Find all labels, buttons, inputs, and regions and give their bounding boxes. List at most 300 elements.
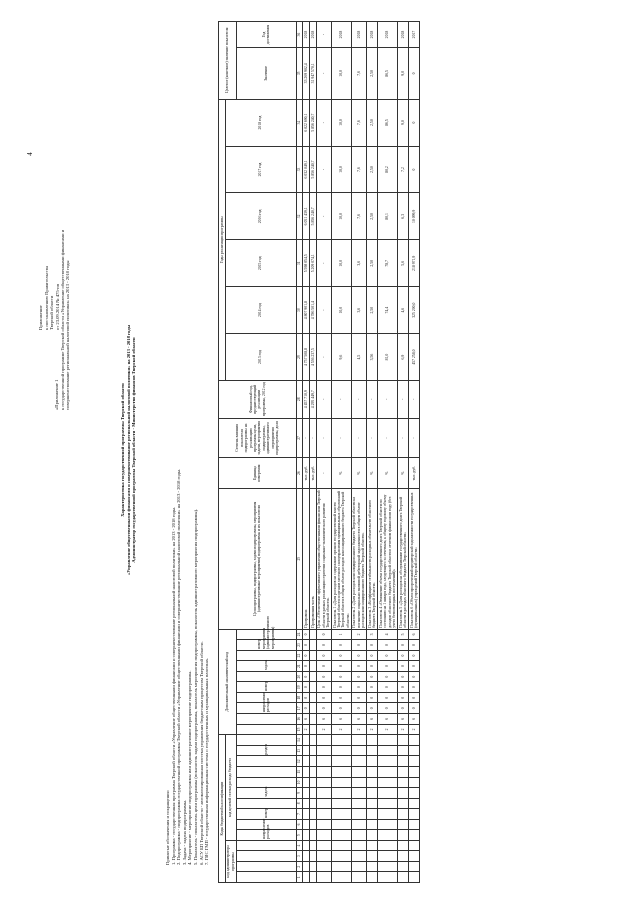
code-cell: 2 — [316, 724, 331, 735]
code-cell: 0 — [378, 671, 398, 682]
code-cell: 0 — [409, 661, 420, 672]
value-cell-target_value: 7,6 — [351, 48, 366, 100]
column-number: 9 — [296, 788, 303, 799]
code-cell — [378, 756, 398, 767]
table-row — [309, 22, 316, 883]
code-cell — [303, 872, 310, 883]
code-cell — [309, 714, 316, 725]
code-cell: 0 — [378, 650, 398, 661]
code-cell — [378, 872, 398, 883]
code-cell — [351, 735, 366, 746]
code-cell: 2 — [378, 724, 398, 735]
code-cell: 0 — [351, 661, 366, 672]
column-number: 10 — [296, 777, 303, 788]
code-cell — [331, 830, 351, 841]
unit-header: Единица измерения — [219, 458, 297, 488]
code-subheader: номер — [236, 809, 296, 820]
code-cell — [309, 840, 316, 851]
code-cell — [309, 703, 316, 714]
code-cell: 0 — [331, 671, 351, 682]
value-cell-weight: - — [409, 418, 420, 458]
code-cell — [351, 819, 366, 830]
code-cell — [367, 809, 378, 820]
column-number: 22 — [296, 650, 303, 661]
year-header-2014: 2014 год — [225, 287, 296, 334]
code-cell — [303, 766, 310, 777]
code-cell: 0 — [351, 640, 366, 651]
code-cell — [309, 724, 316, 735]
code-subheader — [236, 851, 296, 862]
value-cell-base: - — [331, 381, 351, 419]
code-cell: 2 — [351, 724, 366, 735]
value-cell-y2017: 7,6 — [351, 146, 366, 193]
value-cell-target_year: 2018 — [378, 22, 398, 48]
column-number: 33 — [296, 146, 303, 193]
code-cell: 0 — [351, 682, 366, 693]
value-cell-y2013: 4,5 — [351, 334, 366, 381]
code-cell: 6 — [367, 714, 378, 725]
code-cell: 0 — [398, 671, 409, 682]
column-number: 29 — [296, 334, 303, 381]
target-article-header: код целевой статьи расхода бюджета — [225, 735, 236, 841]
column-number: 13 — [296, 745, 303, 756]
table-row — [331, 22, 351, 883]
column-number: 5 — [296, 830, 303, 841]
goal-description: Показатель 4 «Отношение объема государственного долга Тверской области по состоянию на 1 января года, следующего за отчетным, к общему годовому объему доходов областного бюджета Тверской области в отчетном финансовом году (без учета безвозмездных поступлений)» — [378, 488, 398, 629]
value-cell-y2013: 457 258,0 — [409, 334, 420, 381]
code-cell: 0 — [316, 692, 331, 703]
code-cell — [351, 766, 366, 777]
code-cell — [316, 819, 331, 830]
code-cell — [398, 735, 409, 746]
goal-description: Показатель 6 «Объем просроченной кредиторской задолженности государственных (муниципальных) учреждений Тверской области» — [409, 488, 420, 629]
table-row — [316, 22, 331, 883]
value-cell-base: - — [398, 381, 409, 419]
value-cell-y2016: 10 099,9 — [409, 193, 420, 240]
code-cell: 0 — [398, 682, 409, 693]
code-cell: 0 — [316, 650, 331, 661]
code-cell — [331, 798, 351, 809]
value-cell-y2017: 80,2 — [378, 146, 398, 193]
code-cell: 0 — [303, 629, 310, 640]
code-cell — [367, 788, 378, 799]
target-header: Целевое (конечное) значение показателя — [219, 22, 237, 100]
code-cell — [367, 872, 378, 883]
code-cell — [309, 766, 316, 777]
column-number: 31 — [296, 240, 303, 287]
code-cell — [309, 756, 316, 767]
code-cell — [309, 788, 316, 799]
code-cell — [331, 766, 351, 777]
goal-description: Программа — [303, 488, 310, 629]
column-number: 30 — [296, 287, 303, 334]
code-cell: 0 — [378, 692, 398, 703]
value-cell-y2016: - — [316, 193, 331, 240]
code-cell — [367, 840, 378, 851]
value-cell-unit: % — [331, 458, 351, 488]
value-cell-target_value: 31 947 570,1 — [309, 48, 316, 100]
code-cell — [367, 766, 378, 777]
code-cell: 0 — [331, 640, 351, 651]
document-title: Характеристика государственной программы Тверской области «Управление общественными финансами и совершенствование региональной налоговой политики» на 2013 - 2018 годы Администратор государственной программы Тверской области - Министерство финансов Тверской области — [120, 324, 137, 576]
column-number: 19 — [296, 682, 303, 693]
value-cell-weight: - — [378, 418, 398, 458]
code-cell — [331, 840, 351, 851]
column-number: 15 — [296, 724, 303, 735]
value-cell-y2016: 10,0 — [331, 193, 351, 240]
code-cell — [303, 861, 310, 872]
code-cell — [367, 777, 378, 788]
years-header: Годы реализации программы — [219, 99, 226, 380]
value-cell-y2016: 6 051 439,1 — [303, 193, 310, 240]
value-cell-weight: - — [331, 418, 351, 458]
code-cell — [351, 788, 366, 799]
code-cell — [316, 830, 331, 841]
code-cell: 0 — [316, 629, 331, 640]
code-cell — [398, 788, 409, 799]
code-cell — [378, 745, 398, 756]
code-cell — [309, 777, 316, 788]
goal-description: Показатель 3 «Коэффициент стабильности расходных обязательств областного бюджета Тверской области» — [367, 488, 378, 629]
code-cell — [316, 840, 331, 851]
value-cell-y2013: 9,6 — [331, 334, 351, 381]
code-cell — [378, 819, 398, 830]
value-cell-y2017: 0 — [409, 146, 420, 193]
code-subheader: номер мероприятия (административного мероприятия) — [236, 640, 296, 651]
code-cell — [351, 840, 366, 851]
code-cell: 0 — [409, 703, 420, 714]
code-cell: 0 — [331, 650, 351, 661]
value-cell-y2017: 6 032 049,1 — [303, 146, 310, 193]
code-cell — [351, 830, 366, 841]
code-cell — [398, 745, 409, 756]
code-cell: 0 — [367, 703, 378, 714]
code-cell: 6 — [378, 714, 398, 725]
code-cell — [367, 830, 378, 841]
column-number: 28 — [296, 381, 303, 419]
code-cell — [378, 735, 398, 746]
value-cell-y2015: - — [316, 240, 331, 287]
value-cell-y2013: 81,0 — [378, 334, 398, 381]
value-cell-y2017: 2,50 — [367, 146, 378, 193]
code-cell: 2 — [398, 724, 409, 735]
code-cell — [303, 851, 310, 862]
value-cell-y2013: 3,56 — [367, 334, 378, 381]
code-cell — [367, 861, 378, 872]
code-cell: 6 — [409, 714, 420, 725]
value-cell-weight: - — [303, 418, 310, 458]
value-cell-target_year: 2018 — [398, 22, 409, 48]
code-cell — [303, 788, 310, 799]
column-number: 3 — [296, 851, 303, 862]
value-cell-y2014: 10,0 — [331, 287, 351, 334]
value-cell-unit: тыс. руб. — [309, 458, 316, 488]
appendix-header: Приложение к постановлению Правительства Тверской области от 23.09.2014 № 475-пп — [38, 266, 60, 330]
value-cell-target_value: 0 — [409, 48, 420, 100]
code-cell: 0 — [378, 640, 398, 651]
value-cell-base: - — [409, 381, 420, 419]
code-cell: 0 — [378, 661, 398, 672]
code-cell — [398, 830, 409, 841]
value-cell-y2014: 4 807 901,8 — [303, 287, 310, 334]
code-cell: 0 — [409, 682, 420, 693]
code-cell — [309, 692, 316, 703]
code-cell — [378, 830, 398, 841]
code-cell: 0 — [398, 703, 409, 714]
value-cell-y2014: 4,6 — [398, 287, 409, 334]
code-cell — [367, 851, 378, 862]
code-subheader — [236, 756, 296, 767]
value-cell-target_year: 2018 — [331, 22, 351, 48]
value-cell-y2018: 10,0 — [331, 99, 351, 146]
code-cell: 0 — [351, 671, 366, 682]
code-cell: 0 — [316, 661, 331, 672]
code-cell — [331, 872, 351, 883]
code-cell — [309, 819, 316, 830]
code-cell — [367, 735, 378, 746]
code-subheader: номер — [236, 682, 296, 693]
code-cell — [378, 861, 398, 872]
code-cell: 0 — [367, 650, 378, 661]
code-cell: 0 — [378, 703, 398, 714]
column-number: 27 — [296, 418, 303, 458]
value-cell-y2013: 6,9 — [398, 334, 409, 381]
code-cell — [351, 861, 366, 872]
code-cell — [316, 788, 331, 799]
code-cell: 2 — [351, 629, 366, 640]
value-cell-y2017: 10,0 — [331, 146, 351, 193]
value-cell-weight: - — [351, 418, 366, 458]
code-cell — [378, 798, 398, 809]
value-cell-y2014: 4 786 501,4 — [309, 287, 316, 334]
column-number: 2 — [296, 861, 303, 872]
code-cell — [378, 809, 398, 820]
code-cell — [316, 756, 331, 767]
value-cell-y2018: 7,6 — [351, 99, 366, 146]
code-subheader: раздел — [236, 745, 296, 756]
code-cell — [367, 819, 378, 830]
goal-description: Показатель 2 «Доля расходов консолидированного бюджета Тверской области на погашение социально значимой дебиторской задолженности в общем объеме расходов консолидированного бюджета Тверской области» — [351, 488, 366, 629]
value-cell-y2016: 80,1 — [378, 193, 398, 240]
code-cell: 6 — [351, 714, 366, 725]
code-cell: 0 — [316, 703, 331, 714]
code-cell — [331, 861, 351, 872]
value-cell-unit: % — [351, 458, 366, 488]
abbreviations-list: Принятые обозначения и сокращения: 1. Программа - государственная программа Тверской области «Управление общественными финансами и совершенствование региональной налоговой политики» на 2013 - 2018 годы. 2. Подпрограмма - подпрограмма государственной программы Тверской области «Управление общественными финансами и совершенствование региональной налоговой политики» на 2013 - 2018 годы. 3. Задача - задача подпрограммы. 4. Мероприятие - мероприятие подпрограммы или административное мероприятие подпрограммы. 5. Показатель - показатель цели программы (показатель задачи подпрограммы, показатель мероприятия подпрограммы, показатель административного мероприятия подпрограммы). 6. АСУ БП Тверской области - автоматизированная система управления бюджетным процессом Тверской области. 7. ГИС ГМП - государственная информационная система о государственных и муниципальных платежах. — [165, 468, 210, 865]
code-cell — [398, 756, 409, 767]
code-cell — [409, 777, 420, 788]
table-row — [378, 22, 398, 883]
column-number: 34 — [296, 99, 303, 146]
code-cell — [378, 851, 398, 862]
base-year-header: Финансовый год, предшествующий реализации программы, 2012 год — [219, 381, 297, 419]
value-cell-unit: тыс. руб. — [303, 458, 310, 488]
code-cell: 0 — [351, 692, 366, 703]
code-subheader: задача — [236, 788, 296, 799]
code-cell — [398, 798, 409, 809]
code-cell: 0 — [351, 703, 366, 714]
code-cell — [409, 809, 420, 820]
code-cell — [409, 840, 420, 851]
code-cell — [309, 851, 316, 862]
value-cell-y2014: 74,4 — [378, 287, 398, 334]
goal-description: Цель «Обеспечение эффективного управления общественными финансами Тверской области в рамках реализации стратегии социально-экономического развития Тверской области» — [316, 488, 331, 629]
column-number: 25 — [296, 488, 303, 629]
column-number: 8 — [296, 798, 303, 809]
code-cell — [316, 798, 331, 809]
value-cell-y2015: 218 971,9 — [409, 240, 420, 287]
value-cell-target_year: 2018 — [351, 22, 366, 48]
column-number: 24 — [296, 629, 303, 640]
code-cell — [409, 830, 420, 841]
code-cell — [303, 756, 310, 767]
code-cell — [398, 872, 409, 883]
code-cell: 3 — [367, 629, 378, 640]
code-cell — [316, 872, 331, 883]
code-cell: 0 — [303, 703, 310, 714]
goal-description: Показатель 5 «Доля расходов на обслуживание государственного долга Тверской области в расходах областного бюджета Тверской области» — [398, 488, 409, 629]
code-cell — [331, 788, 351, 799]
code-cell — [378, 788, 398, 799]
value-cell-base: 4 457 710,9 — [303, 381, 310, 419]
code-cell: 0 — [316, 682, 331, 693]
value-cell-y2017: 7,2 — [398, 146, 409, 193]
value-cell-target_year: - — [316, 22, 331, 48]
value-cell-y2018: - — [316, 99, 331, 146]
code-subheader — [236, 840, 296, 851]
code-cell — [316, 809, 331, 820]
code-cell — [316, 735, 331, 746]
column-number: 12 — [296, 756, 303, 767]
appendix-reference: «Приложение 1 к государственной программе Тверской области «Управление общественными финансами и совершенствование региональной налоговой политики» на 2013 - 2018 годы — [54, 229, 71, 410]
code-subheader: направление расходов — [236, 703, 296, 714]
admin-code-group: код администратора программы — [225, 840, 236, 882]
year-header-2018: 2018 год — [225, 99, 296, 146]
goal-description: Программная часть — [309, 488, 316, 629]
code-cell — [409, 861, 420, 872]
code-cell — [409, 766, 420, 777]
value-cell-y2018: 86,5 — [378, 99, 398, 146]
page-number: 4 — [25, 152, 34, 156]
code-cell — [409, 735, 420, 746]
code-cell — [303, 735, 310, 746]
code-cell: 0 — [303, 671, 310, 682]
code-cell — [351, 798, 366, 809]
year-header-2015: 2015 год — [225, 240, 296, 287]
code-cell — [378, 840, 398, 851]
code-cell — [309, 661, 316, 672]
code-cell — [309, 861, 316, 872]
value-cell-weight: - — [309, 418, 316, 458]
value-cell-target_value: 2,50 — [367, 48, 378, 100]
code-cell — [316, 851, 331, 862]
value-cell-target_value: 9,0 — [398, 48, 409, 100]
code-cell: 0 — [409, 640, 420, 651]
value-cell-target_year: 2017 — [409, 22, 420, 48]
code-cell — [303, 777, 310, 788]
code-cell — [351, 809, 366, 820]
value-cell-y2015: 2,50 — [367, 240, 378, 287]
table-row — [398, 22, 409, 883]
code-cell — [398, 809, 409, 820]
value-cell-y2014: 3,6 — [351, 287, 366, 334]
code-cell — [331, 777, 351, 788]
code-cell: 0 — [316, 671, 331, 682]
value-cell-y2013: 4 757 508,8 — [303, 334, 310, 381]
value-cell-target_year: 2018 — [367, 22, 378, 48]
code-cell — [409, 745, 420, 756]
code-cell — [367, 745, 378, 756]
value-cell-y2014: - — [316, 287, 331, 334]
code-cell: 0 — [398, 650, 409, 661]
code-cell: 2 — [331, 724, 351, 735]
code-cell: 0 — [409, 671, 420, 682]
year-header-2017: 2017 год — [225, 146, 296, 193]
column-number: 23 — [296, 640, 303, 651]
target-value-header: Значение — [236, 48, 296, 100]
code-cell: 0 — [331, 692, 351, 703]
code-cell — [409, 788, 420, 799]
value-cell-y2015: 10,0 — [331, 240, 351, 287]
code-cell — [316, 861, 331, 872]
code-cell: 6 — [316, 714, 331, 725]
value-cell-y2015: 5 209 074,1 — [309, 240, 316, 287]
value-cell-base: - — [316, 381, 331, 419]
value-cell-base: - — [378, 381, 398, 419]
code-cell — [351, 756, 366, 767]
value-cell-y2014: 325 200,0 — [409, 287, 420, 334]
code-cell — [309, 682, 316, 693]
code-cell: 0 — [367, 661, 378, 672]
code-cell: 0 — [351, 650, 366, 661]
code-cell: 0 — [316, 640, 331, 651]
goals-header: Цели программы, подпрограммы, задачи подпрограммы, мероприятия (административные мероприятия) подпрограммы и их показатели — [219, 488, 297, 629]
value-cell-y2016: 2,50 — [367, 193, 378, 240]
column-number: 35 — [296, 48, 303, 100]
value-cell-weight: - — [398, 418, 409, 458]
code-cell: 6 — [409, 629, 420, 640]
code-cell: 0 — [398, 661, 409, 672]
value-cell-y2018: 0 — [409, 99, 420, 146]
classification-header: Коды бюджетной классификации — [219, 735, 226, 883]
code-cell — [309, 735, 316, 746]
table-row — [367, 22, 378, 883]
code-cell — [378, 766, 398, 777]
value-cell-y2013: - — [316, 334, 331, 381]
code-cell — [398, 840, 409, 851]
value-cell-y2014: 2,50 — [367, 287, 378, 334]
value-cell-target_year: 2018 — [303, 22, 310, 48]
program-table — [218, 21, 420, 883]
code-cell: 0 — [303, 640, 310, 651]
goal-description: Показатель 1 «Доля расходов на содержание органов государственной власти Тверской области и органов местного самоуправления муниципальных образований Тверской области в общем объеме расходов консолидированного бюджета Тверской области» — [331, 488, 351, 629]
code-cell — [398, 851, 409, 862]
code-cell — [398, 819, 409, 830]
value-cell-base: - — [367, 381, 378, 419]
value-cell-y2015: 5,6 — [398, 240, 409, 287]
value-cell-target_value: 86,5 — [378, 48, 398, 100]
column-number: 1 — [296, 872, 303, 883]
code-cell — [309, 650, 316, 661]
column-number: 16 — [296, 714, 303, 725]
code-cell — [303, 798, 310, 809]
code-cell: 6 — [398, 714, 409, 725]
code-cell — [309, 830, 316, 841]
value-cell-y2018: 9,0 — [398, 99, 409, 146]
code-cell — [303, 745, 310, 756]
value-cell-unit: - — [316, 458, 331, 488]
column-number: 14 — [296, 735, 303, 746]
